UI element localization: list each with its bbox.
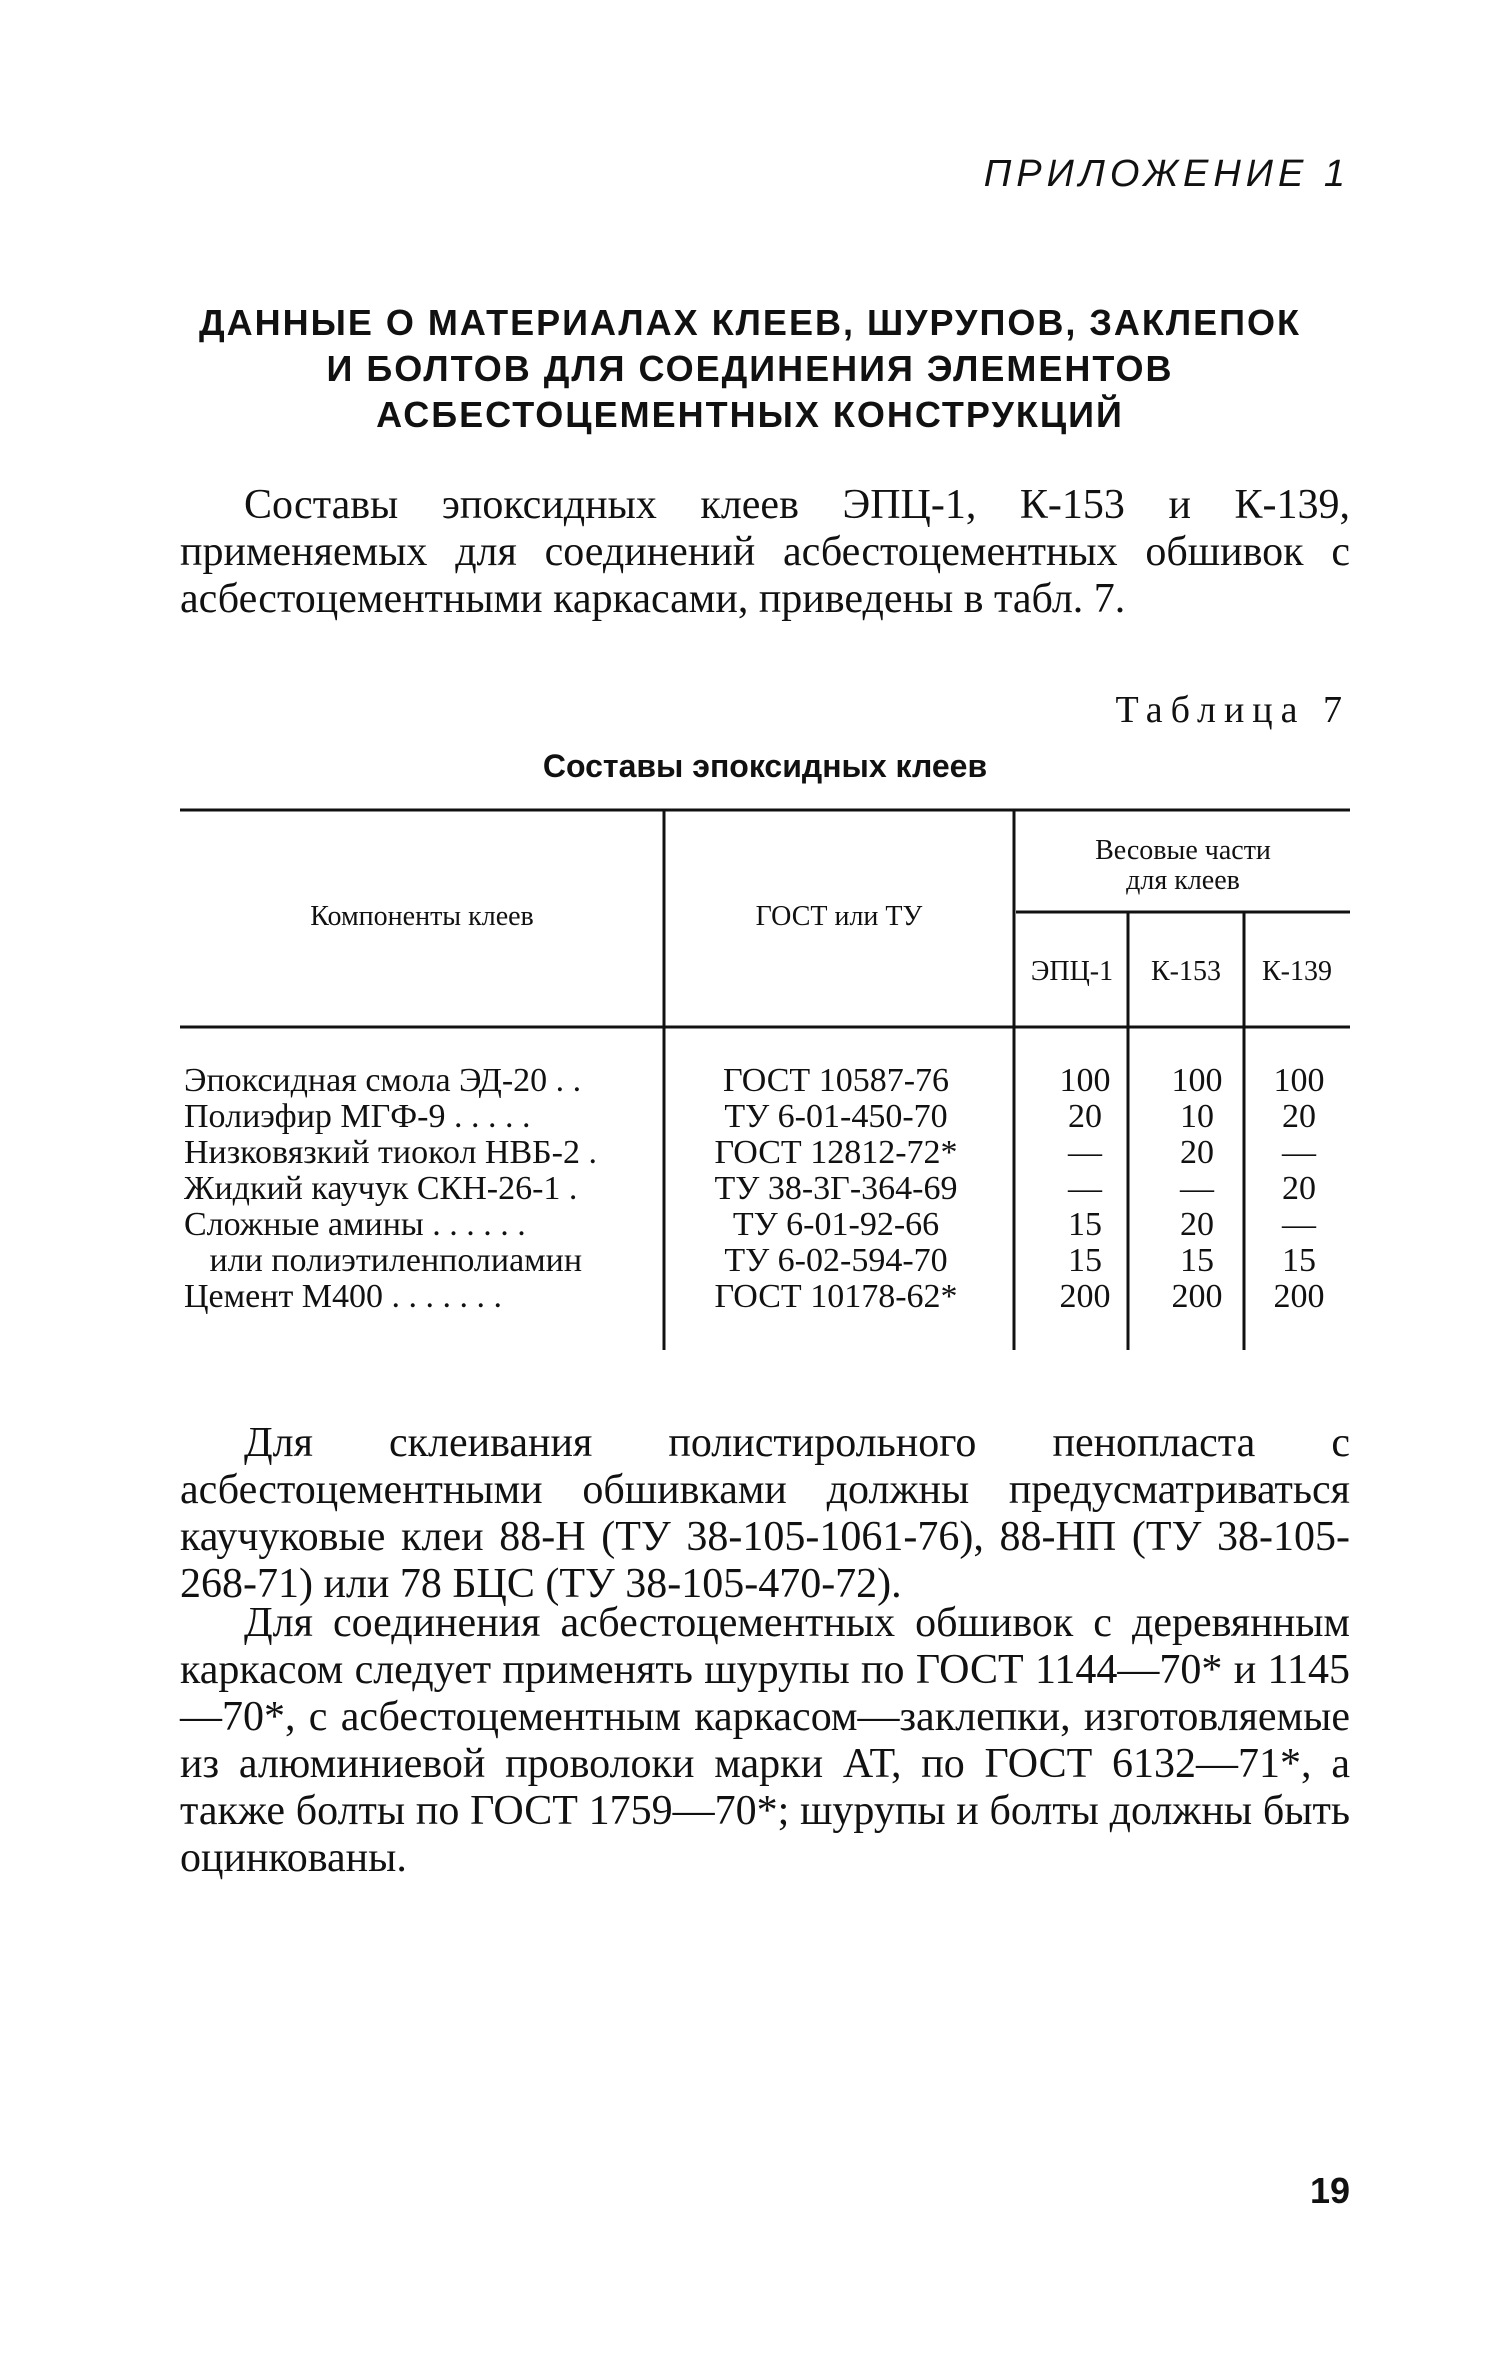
row-value-epc1: 100 bbox=[1059, 1062, 1111, 1099]
row-standard: ГОСТ 12812-72* bbox=[714, 1134, 958, 1171]
row-value-epc1: — bbox=[1068, 1134, 1102, 1171]
row-standard: ГОСТ 10178-62* bbox=[714, 1278, 958, 1315]
row-standard: ТУ 38-3Г-364-69 bbox=[714, 1170, 958, 1207]
row-value-epc1: 200 bbox=[1059, 1278, 1111, 1315]
row-standard: ТУ 6-02-594-70 bbox=[724, 1242, 948, 1279]
row-value-k139: 20 bbox=[1282, 1170, 1316, 1207]
page-number: 19 bbox=[1309, 2170, 1350, 2211]
heading-line-3: АСБЕСТОЦЕМЕНТНЫХ КОНСТРУКЦИЙ bbox=[376, 394, 1124, 435]
row-component: Сложные амины . . . . . . bbox=[184, 1206, 526, 1243]
row-value-epc1: — bbox=[1068, 1170, 1102, 1207]
header-weight-parts bbox=[1016, 836, 1350, 896]
row-component: Жидкий каучук СКН-26-1 . bbox=[184, 1170, 578, 1207]
header-glue-k139: К-139 bbox=[1262, 956, 1332, 987]
row-standard: ТУ 6-01-92-66 bbox=[732, 1206, 940, 1243]
row-value-k139: — bbox=[1282, 1206, 1316, 1243]
row-value-k153: 100 bbox=[1171, 1062, 1223, 1099]
appendix-label: ПРИЛОЖЕНИЕ 1 bbox=[983, 153, 1350, 195]
row-value-k153: 15 bbox=[1180, 1242, 1214, 1279]
row-value-epc1: 15 bbox=[1068, 1242, 1102, 1279]
row-standard: ТУ 6-01-450-70 bbox=[724, 1098, 948, 1135]
heading-line-1: ДАННЫЕ О МАТЕРИАЛАХ КЛЕЕВ, ШУРУПОВ, ЗАКЛЕПОК bbox=[199, 302, 1301, 343]
row-component: Полиэфир МГФ-9 . . . . . bbox=[184, 1098, 531, 1135]
header-standard: ГОСТ или ТУ bbox=[755, 901, 923, 932]
row-value-k153: 20 bbox=[1180, 1134, 1214, 1171]
row-value-k139: 15 bbox=[1282, 1242, 1316, 1279]
row-value-k139: 100 bbox=[1273, 1062, 1325, 1099]
row-component: или полиэтиленполиамин bbox=[184, 1242, 583, 1279]
row-value-k139: — bbox=[1282, 1134, 1316, 1171]
row-component: Цемент М400 . . . . . . . bbox=[184, 1278, 503, 1315]
row-value-epc1: 20 bbox=[1068, 1098, 1102, 1135]
fasteners-paragraph bbox=[180, 1600, 1350, 1882]
header-glue-epc1: ЭПЦ-1 bbox=[1030, 956, 1114, 987]
header-glue-k153: К-153 bbox=[1151, 956, 1221, 987]
row-value-k153: 20 bbox=[1180, 1206, 1214, 1243]
row-value-k153: 200 bbox=[1171, 1278, 1223, 1315]
adhesives-paragraph-text: Для склеивания полистирольного пенопласта с асбестоцементными обшивками должны предусматриваться каучуковые клеи 88-Н (ТУ 38-105-1061-76), 88-НП (ТУ 38-105-268-71) или 78 БЦС (ТУ 38-105-470-72). bbox=[180, 1420, 1350, 1607]
row-value-k153: — bbox=[1180, 1170, 1214, 1207]
row-standard: ГОСТ 10587-76 bbox=[722, 1062, 950, 1099]
row-value-k153: 10 bbox=[1180, 1098, 1214, 1135]
table-title: Составы эпоксидных клеев bbox=[542, 748, 988, 784]
header-components: Компоненты клеев bbox=[310, 901, 534, 932]
header-weight-parts-line-1: Весовые части bbox=[1095, 835, 1271, 866]
heading-line-2: И БОЛТОВ ДЛЯ СОЕДИНЕНИЯ ЭЛЕМЕНТОВ bbox=[326, 348, 1174, 389]
table-number: Таблица 7 bbox=[1115, 689, 1350, 731]
adhesives-paragraph bbox=[180, 1420, 1350, 1608]
header-weight-parts-line-2: для клеев bbox=[1126, 865, 1240, 896]
fasteners-paragraph-text: Для соединения асбестоцементных обшивок с деревянным каркасом следует применять шурупы по ГОСТ 1144—70* и 1145—70*, с асбестоцементным каркасом—заклепки, изготовляемые из алюминиевой проволоки марки АТ, по ГОСТ 6132—71*, а также болты по ГОСТ 1759—70*; шурупы и болты должны быть оцинкованы. bbox=[180, 1600, 1350, 1881]
row-value-k139: 200 bbox=[1273, 1278, 1325, 1315]
row-component: Низковязкий тиокол НВБ-2 . bbox=[184, 1134, 597, 1171]
row-value-k139: 20 bbox=[1282, 1098, 1316, 1135]
row-component: Эпоксидная смола ЭД-20 . . bbox=[184, 1062, 582, 1099]
intro-paragraph-text: Составы эпоксидных клеев ЭПЦ-1, К-153 и К-139, применяемых для соединений асбестоцементных обшивок с асбестоцементными каркасами, приведены в табл. 7. bbox=[180, 482, 1350, 622]
row-value-epc1: 15 bbox=[1068, 1206, 1102, 1243]
